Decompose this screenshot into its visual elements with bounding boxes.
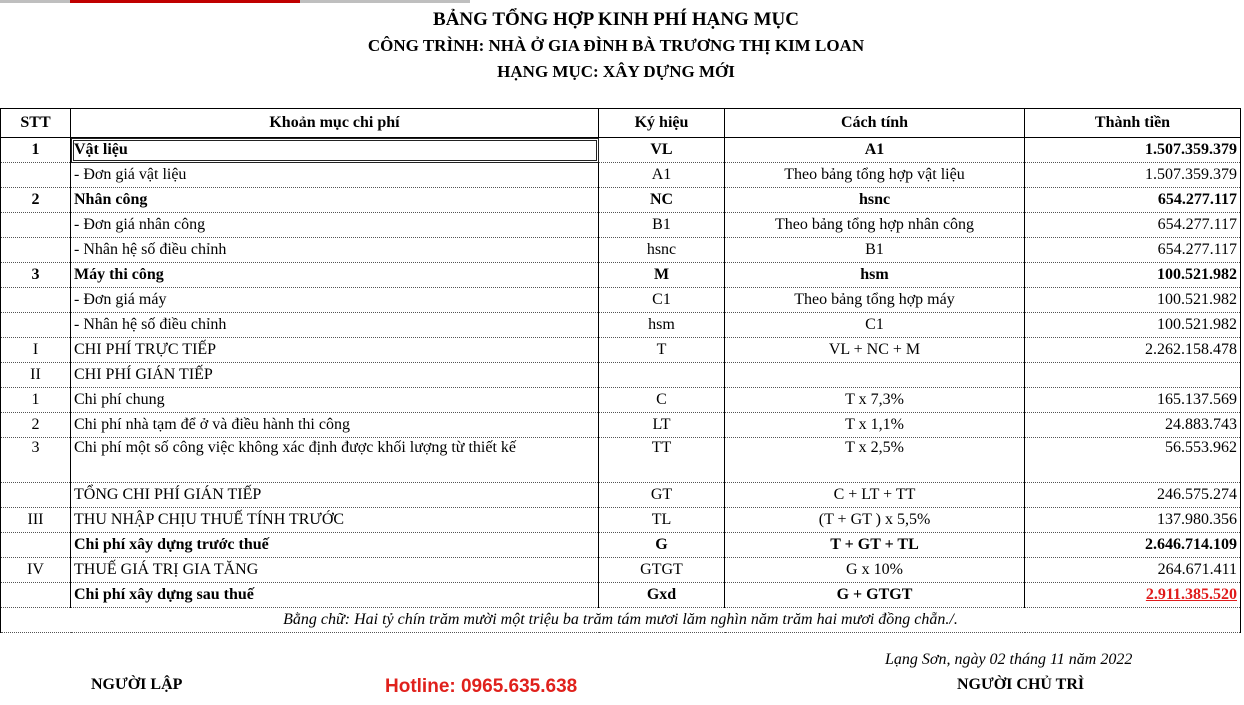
cell-formula[interactable]: Theo bảng tổng hợp vật liệu — [725, 163, 1025, 188]
cell-formula[interactable]: C1 — [725, 313, 1025, 338]
cell-amount[interactable]: 1.507.359.379 — [1025, 138, 1241, 163]
cell-stt[interactable]: 3 — [1, 438, 71, 483]
cell-formula[interactable]: hsnc — [725, 188, 1025, 213]
cell-amount[interactable]: 24.883.743 — [1025, 413, 1241, 438]
amount-in-words[interactable]: Bằng chữ: Hai tỷ chín trăm mười một triệu ba trăm tám mươi lăm nghìn năm trăm hai mươi đồng chẵn./. — [1, 608, 1241, 633]
in-words-row — [1, 608, 1241, 633]
cell-item[interactable]: Chi phí xây dựng sau thuế — [71, 583, 599, 608]
preparer-label: NGƯỜI LẬP — [91, 676, 183, 693]
cell-stt[interactable]: 1 — [1, 388, 71, 413]
top-edge-red — [70, 0, 300, 3]
cell-amount[interactable]: 264.671.411 — [1025, 558, 1241, 583]
cell-amount[interactable]: 2.262.158.478 — [1025, 338, 1241, 363]
cell-amount[interactable] — [1025, 363, 1241, 388]
document-title: BẢNG TỔNG HỢP KINH PHÍ HẠNG MỤC — [433, 9, 799, 30]
table-row — [1, 213, 1241, 238]
cell-stt[interactable]: IV — [1, 558, 71, 583]
header-formula: Cách tính — [725, 109, 1025, 138]
cell-symbol[interactable] — [599, 363, 725, 388]
table-row — [1, 508, 1241, 533]
cell-stt[interactable]: III — [1, 508, 71, 533]
cell-formula[interactable]: G x 10% — [725, 558, 1025, 583]
cell-item[interactable]: CHI PHÍ TRỰC TIẾP — [71, 338, 599, 363]
category-title: HẠNG MỤC: XÂY DỰNG MỚI — [497, 62, 735, 81]
cell-symbol[interactable]: Gxd — [599, 583, 725, 608]
cell-amount[interactable]: 100.521.982 — [1025, 263, 1241, 288]
cell-item[interactable]: CHI PHÍ GIÁN TIẾP — [71, 363, 599, 388]
chairman-label: NGƯỜI CHỦ TRÌ — [957, 676, 1085, 693]
cell-symbol[interactable]: TT — [599, 438, 725, 483]
cell-item[interactable]: Chi phí xây dựng trước thuế — [71, 533, 599, 558]
hotline-text: Hotline: 0965.635.638 — [385, 676, 578, 697]
table-row — [1, 138, 1241, 163]
place-date: Lạng Sơn, ngày 02 tháng 11 năm 2022 — [885, 651, 1133, 668]
table-row — [1, 313, 1241, 338]
cell-item[interactable]: THU NHẬP CHỊU THUẾ TÍNH TRƯỚC — [71, 508, 599, 533]
cell-stt[interactable] — [1, 163, 71, 188]
table-row — [1, 438, 1241, 483]
cell-symbol[interactable]: hsm — [599, 313, 725, 338]
top-edge-gray-left — [0, 0, 70, 3]
cell-amount[interactable]: 100.521.982 — [1025, 313, 1241, 338]
top-edge-bar — [0, 0, 1244, 4]
table-row — [1, 413, 1241, 438]
cell-formula[interactable]: T x 7,3% — [725, 388, 1025, 413]
cell-stt[interactable]: I — [1, 338, 71, 363]
cell-symbol[interactable]: TL — [599, 508, 725, 533]
cell-stt[interactable]: 2 — [1, 413, 71, 438]
cell-formula[interactable] — [725, 363, 1025, 388]
header-amount: Thành tiền — [1025, 109, 1241, 138]
cell-item[interactable]: Nhân công — [71, 188, 599, 213]
cell-formula[interactable]: T + GT + TL — [725, 533, 1025, 558]
cell-formula[interactable]: Theo bảng tổng hợp nhân công — [725, 213, 1025, 238]
table-row — [1, 533, 1241, 558]
header-stt: STT — [1, 109, 71, 138]
cell-symbol[interactable]: GTGT — [599, 558, 725, 583]
cell-formula[interactable]: C + LT + TT — [725, 483, 1025, 508]
cell-item[interactable]: Vật liệu — [71, 138, 599, 163]
cell-formula[interactable]: T x 1,1% — [725, 413, 1025, 438]
cell-amount[interactable]: 165.137.569 — [1025, 388, 1241, 413]
cell-symbol[interactable]: hsnc — [599, 238, 725, 263]
cell-stt[interactable] — [1, 533, 71, 558]
cell-stt[interactable] — [1, 583, 71, 608]
cell-amount[interactable]: 654.277.117 — [1025, 188, 1241, 213]
table-row — [1, 163, 1241, 188]
cell-amount[interactable]: 100.521.982 — [1025, 288, 1241, 313]
table-row — [1, 263, 1241, 288]
cell-symbol[interactable]: LT — [599, 413, 725, 438]
header-item: Khoản mục chi phí — [71, 109, 599, 138]
cell-stt[interactable] — [1, 288, 71, 313]
cell-amount[interactable]: 137.980.356 — [1025, 508, 1241, 533]
cell-symbol[interactable]: GT — [599, 483, 725, 508]
cell-stt[interactable] — [1, 238, 71, 263]
cell-formula[interactable]: G + GTGT — [725, 583, 1025, 608]
cell-amount[interactable]: 56.553.962 — [1025, 438, 1241, 483]
document-titles — [0, 7, 1232, 85]
cell-item[interactable]: - Nhân hệ số điều chỉnh — [71, 238, 599, 263]
cell-symbol[interactable]: G — [599, 533, 725, 558]
cell-formula[interactable]: Theo bảng tổng hợp máy — [725, 288, 1025, 313]
cell-symbol[interactable]: M — [599, 263, 725, 288]
table-row — [1, 188, 1241, 213]
cell-item[interactable]: Chi phí một số công việc không xác định được khối lượng từ thiết kế — [71, 438, 599, 483]
cell-symbol[interactable]: NC — [599, 188, 725, 213]
cell-formula[interactable]: B1 — [725, 238, 1025, 263]
cell-amount[interactable]: 654.277.117 — [1025, 213, 1241, 238]
cell-item[interactable]: - Nhân hệ số điều chỉnh — [71, 313, 599, 338]
table-row — [1, 238, 1241, 263]
top-edge-gray-right — [300, 0, 470, 3]
cell-amount[interactable]: 1.507.359.379 — [1025, 163, 1241, 188]
cell-formula[interactable]: T x 2,5% — [725, 438, 1025, 483]
cell-stt[interactable] — [1, 213, 71, 238]
cell-item[interactable]: - Đơn giá máy — [71, 288, 599, 313]
cell-item[interactable]: Chi phí nhà tạm để ở và điều hành thi công — [71, 413, 599, 438]
cell-formula[interactable]: (T + GT ) x 5,5% — [725, 508, 1025, 533]
cell-stt[interactable]: 2 — [1, 188, 71, 213]
cell-amount[interactable]: 246.575.274 — [1025, 483, 1241, 508]
cell-stt[interactable]: 3 — [1, 263, 71, 288]
cell-stt[interactable] — [1, 313, 71, 338]
table-row — [1, 483, 1241, 508]
table-row — [1, 388, 1241, 413]
cell-symbol[interactable]: B1 — [599, 213, 725, 238]
table-row — [1, 338, 1241, 363]
cell-stt[interactable]: 1 — [1, 138, 71, 163]
table-row — [1, 583, 1241, 608]
cell-symbol[interactable]: C — [599, 388, 725, 413]
cell-formula[interactable]: hsm — [725, 263, 1025, 288]
cell-amount[interactable]: 2.646.714.109 — [1025, 533, 1241, 558]
cell-amount-total[interactable] — [1025, 583, 1241, 608]
cell-formula[interactable]: A1 — [725, 138, 1025, 163]
cell-stt[interactable]: II — [1, 363, 71, 388]
cell-formula[interactable]: VL + NC + M — [725, 338, 1025, 363]
cell-symbol[interactable]: C1 — [599, 288, 725, 313]
header-symbol: Ký hiệu — [599, 109, 725, 138]
cell-symbol[interactable]: A1 — [599, 163, 725, 188]
cell-stt[interactable] — [1, 483, 71, 508]
table-row — [1, 288, 1241, 313]
cell-item[interactable]: - Đơn giá nhân công — [71, 213, 599, 238]
cell-item[interactable]: - Đơn giá vật liệu — [71, 163, 599, 188]
table-header-row — [1, 109, 1241, 138]
cost-summary-table — [0, 108, 1241, 633]
table-row — [1, 558, 1241, 583]
cell-amount[interactable]: 654.277.117 — [1025, 238, 1241, 263]
table-row — [1, 363, 1241, 388]
project-title: CÔNG TRÌNH: NHÀ Ở GIA ĐÌNH BÀ TRƯƠNG THỊ KIM LOAN — [367, 36, 865, 55]
cell-item[interactable]: Chi phí chung — [71, 388, 599, 413]
cell-symbol[interactable]: VL — [599, 138, 725, 163]
cell-item[interactable]: THUẾ GIÁ TRỊ GIA TĂNG — [71, 558, 599, 583]
cell-symbol[interactable]: T — [599, 338, 725, 363]
total-amount: 2.911.385.520 — [1145, 586, 1237, 603]
cell-item[interactable]: TỔNG CHI PHÍ GIÁN TIẾP — [71, 483, 599, 508]
cell-item[interactable]: Máy thi công — [71, 263, 599, 288]
